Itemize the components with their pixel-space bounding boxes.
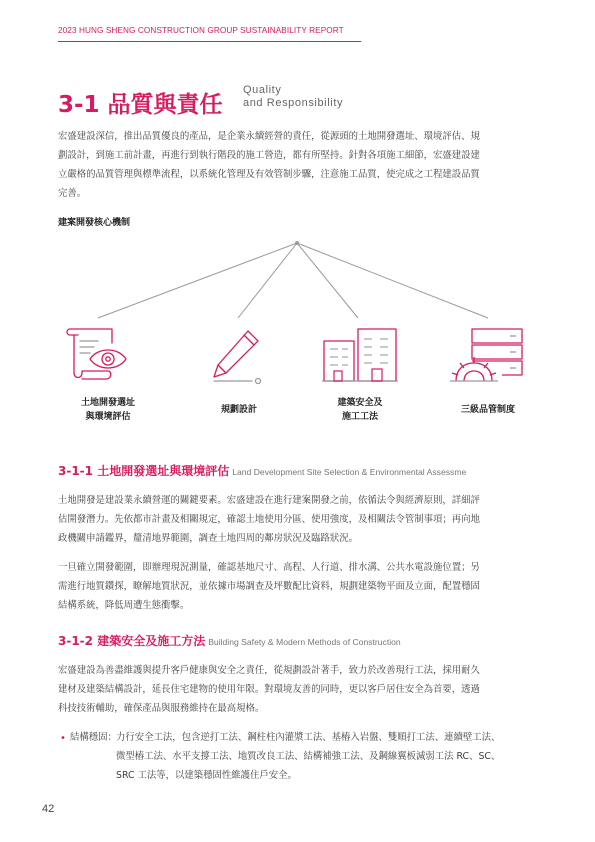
section-1-paragraph-1 xyxy=(58,491,541,548)
section-2-title-text: 3-1-2 建築安全及施工方法 xyxy=(58,634,206,648)
text-line: SRC 工法等，以建築穩固性維護住戶安全。 xyxy=(116,770,297,781)
section-2-title xyxy=(58,632,401,649)
diagram-label: 建案開發核心機制 xyxy=(58,218,131,228)
pencil-icon xyxy=(204,325,274,385)
text-line: 宏盛建設為善盡維護與提升客戶健康與安全之責任，從規劃設計著手，致力於改善現行工法，採用耐久 xyxy=(58,665,480,676)
server-gear-icon xyxy=(448,325,528,385)
chapter-title: 3-1 品質與責任 xyxy=(58,92,223,118)
text-line: 需進行地質鑽探，瞭解地質狀況，並依據市場調查及坪數配比資料，規劃建築物平面及立面，配置穩固 xyxy=(58,581,480,592)
diagram-item-planning-design xyxy=(189,403,289,417)
diagram-item-line: 與環境評估 xyxy=(85,412,131,422)
diagram-item-line: 土地開發選址 xyxy=(80,398,135,408)
page-number: 42 xyxy=(42,803,55,815)
diagram-connector-lines xyxy=(0,0,595,330)
section-1-paragraph-2 xyxy=(58,558,541,615)
chapter-english-line-2: and Responsibility xyxy=(243,97,344,109)
bullet-marker: • xyxy=(60,733,66,744)
text-line: 微型樁工法、水平支撐工法、地質改良工法、結構補強工法、及鋼線翼板減弱工法 RC、SC、 xyxy=(116,751,501,762)
section-1-english-title: Land Development Site Selection & Environmental Assessme xyxy=(232,467,467,477)
bullet-label: 結構穩固： xyxy=(70,732,117,743)
section-1-title-text: 3-1-1 土地開發選址與環境評估 xyxy=(58,464,230,478)
text-line: 土地開發是建設業永續營運的關鍵要素。宏盛建設在進行建案開發之前，依循法令與經濟原則，詳細評 xyxy=(58,495,480,506)
text-line: 宏盛建設深信，推出品質優良的產品，是企業永續經營的責任，從源頭的土地開發選址、環境評估、規 xyxy=(58,131,480,142)
text-line: 政機關申請鑑界，釐清地界範圍，調查土地四周的鄰房狀況及臨路狀況。 xyxy=(58,533,359,544)
diagram-item-line: 規劃設計 xyxy=(220,405,257,415)
diagram-item-building-safety xyxy=(310,396,410,424)
document-eye-icon xyxy=(64,325,134,385)
section-2-paragraph xyxy=(58,661,541,718)
diagram-item-line: 施工工法 xyxy=(341,412,378,422)
diagram-item-line: 建築安全及 xyxy=(337,398,383,408)
text-line: 一旦確立開發範圍，即辦理現況測量，確認基地尺寸、高程、人行道、排水溝、公共水電設施位置；另 xyxy=(58,562,480,573)
diagram-item-land-development xyxy=(58,396,158,424)
text-line: 劃設計，到施工前計畫，再進行到執行階段的施工營造，都有所堅持。針對各項施工細節，宏盛建設建 xyxy=(58,150,480,161)
bullet-text xyxy=(116,728,544,785)
buildings-icon xyxy=(320,325,400,385)
section-2-english-title: Building Safety & Modern Methods of Construction xyxy=(208,637,401,647)
diagram-item-quality-control xyxy=(438,403,538,417)
text-line: 建材及建築結構設計，延長住宅建物的使用年限。對環境友善的同時，更以客戶居住安全為首要，透過 xyxy=(58,684,480,695)
text-line: 結構系統，降低周遭生態衝擊。 xyxy=(58,600,190,611)
report-header-title: 2023 HUNG SHENG CONSTRUCTION GROUP SUSTAINABILITY REPORT xyxy=(58,26,344,35)
section-1-title xyxy=(58,462,466,479)
diagram-item-line: 三級品管制度 xyxy=(460,405,515,415)
chapter-english-line-1: Quality xyxy=(243,84,282,96)
text-line: 力行安全工法，包含逆打工法、鋼柱柱內灌漿工法、基樁入岩盤、雙順打工法、連續壁工法、 xyxy=(116,732,501,743)
text-line: 科技技術輔助，確保產品與服務維持在最高規格。 xyxy=(58,703,265,714)
text-line: 完善。 xyxy=(58,188,87,199)
text-line: 估開發潛力。先依都市計畫及相關規定，確認土地使用分區、使用強度，及相關法令管制事項；再向地 xyxy=(58,514,480,525)
text-line: 立嚴格的品質管理與標準流程，以系統化管理及有效管制步驟，注意施工品質，使完成之工程建設品質 xyxy=(58,169,480,180)
